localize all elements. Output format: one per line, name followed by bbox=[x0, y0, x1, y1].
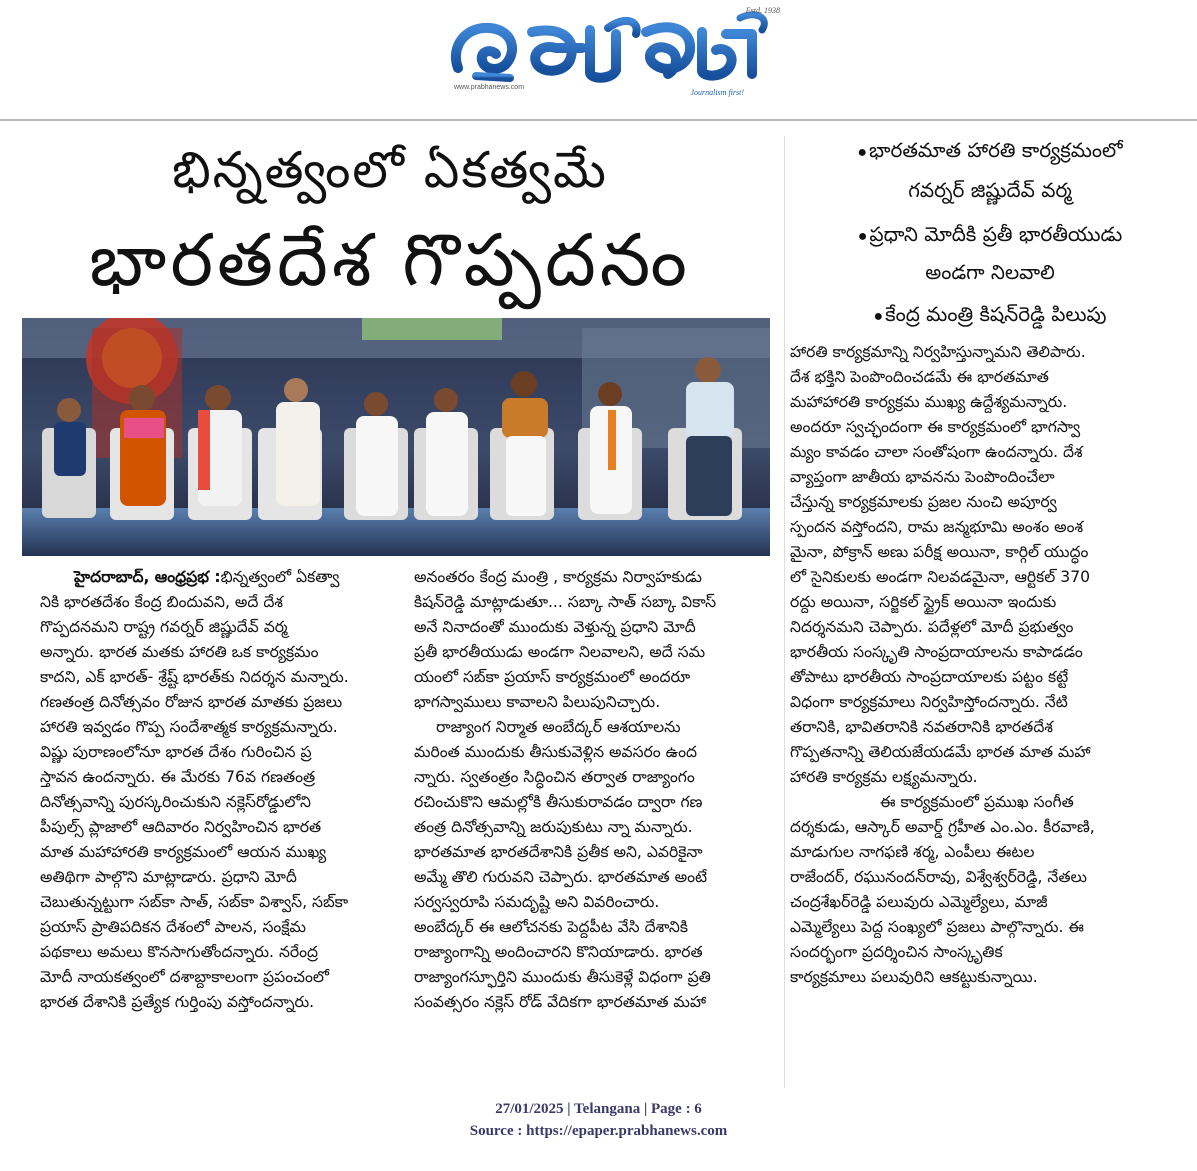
article-line: మోదీ నాయకత్వంలో దశాబ్దాకాలంగా ప్రపంచంలో bbox=[40, 968, 329, 986]
article-line: రాజ్యాంగ నిర్మాత అంబేద్కర్ ఆశయాలను bbox=[436, 718, 681, 736]
logo-estd: Estd. 1938 bbox=[745, 6, 780, 15]
article-line: దేశ భక్తిని పెంపొందించడమే ఈ భారతమాత bbox=[790, 368, 1049, 386]
article-line: ప్రయాస్ ప్రాతిపదికన దేశంలో పాలన, సంక్షేమ bbox=[40, 918, 306, 936]
logo-website[interactable]: www.prabhanews.com bbox=[454, 84, 525, 91]
article-line: గొప్పదనమని రాష్ట్ర గవర్నర్ జిష్ణుదేవ్ వర్మ bbox=[40, 618, 288, 636]
article-line: అమ్మే తొలి గురువని చెప్పారు. భారతమాత అంటే bbox=[414, 868, 708, 886]
article-column-3 bbox=[790, 340, 1190, 990]
article-line: మ్యం కావడం చాలా సంతోషంగా ఉందన్నారు. దేశ bbox=[790, 443, 1083, 461]
page-footer bbox=[0, 1098, 1197, 1142]
article-line: రచించుకొని ఆమల్లోకి తీసుకురావడం ద్వారా గణ bbox=[414, 793, 703, 811]
article-line: భాగస్వాములు కావాలని పిలుపునిచ్చారు. bbox=[414, 693, 661, 711]
article-line: దర్శకుడు, ఆస్కార్ అవార్డ్ గ్రహీత ఎం.ఎం. కీరవాణి, bbox=[790, 818, 1095, 836]
article-line: పీపుల్స్ ప్లాజాలో ఆదివారం నిర్వహించిన భారత bbox=[40, 818, 322, 836]
article-line: చేస్తున్న కార్యక్రమాలకు ప్రజల నుంచి అపూర్వ bbox=[790, 493, 1057, 511]
article-line: అంబేద్కర్ ఈ ఆలోచనకు పెద్దపీట వేసి దేశానికి bbox=[414, 918, 688, 936]
article-line: హారతి ఇవ్వడం గొప్ప సందేశాత్మక కార్యక్రమన్నారు. bbox=[40, 718, 338, 736]
event-photo[interactable] bbox=[22, 318, 770, 556]
masthead-divider bbox=[0, 119, 1197, 121]
article-line: అందరూ స్వచ్ఛందంగా ఈ కార్యక్రమంలో భాగస్వా bbox=[790, 418, 1081, 436]
article-line: భారతీయ సంస్కృతి సాంప్రదాయాలను కాపాడడం bbox=[790, 643, 1083, 661]
highlight-item: ● భారతమాత హారతి కార్యక్రమంలో bbox=[857, 138, 1123, 162]
article-line: తరానికి, భావితరానికి నవతరానికి భారతదేశ bbox=[790, 718, 1053, 736]
article-column-2 bbox=[414, 565, 784, 1015]
footer-source-link[interactable]: Source : https://epaper.prabhanews.com bbox=[469, 1123, 728, 1139]
highlight-item: అండగా నిలవాలి bbox=[925, 260, 1055, 284]
article-line: పథకాలు అమలు కొనసాగుతోందన్నారు. నరేంద్ర bbox=[40, 943, 319, 961]
article-line: భారతమాత భారతదేశానికి ప్రతీక అని, ఎవరికైనా bbox=[414, 843, 703, 861]
article-line: అతిథిగా పాల్గొని మాట్లాడారు. ప్రధాని మోదీ bbox=[40, 868, 297, 886]
article-line: యంలో సబ్‌కా ప్రయాస్ కార్యక్రమంలో అందరూ bbox=[414, 668, 691, 686]
article-line: విధంగా కార్యక్రమాలు నిర్వహిస్తోందన్నారు. నేటి bbox=[790, 693, 1068, 711]
column-divider bbox=[784, 136, 785, 1088]
article-line: ప్రతీ భారతీయుడు అండగా నిలవాలని, అదే సమ bbox=[414, 643, 706, 661]
bullet-icon: ● bbox=[857, 226, 868, 245]
article-line: మాత మహాహారతి కార్యక్రమంలో ఆయన ముఖ్య bbox=[40, 843, 327, 861]
headline-line-2: భారతదేశ గొప్పదనం bbox=[89, 218, 691, 302]
article-line: కిషన్‌రెడ్డి మాట్లాడుతూ... సబ్కా సాత్ సబ్కా వికాస్ bbox=[414, 593, 717, 611]
article-line: దినోత్సవాన్ని పురస్కరించుకుని నక్లెస్‌రోడ్డులోని bbox=[40, 793, 311, 811]
article-line: విష్ణు పురాణంలోనూ భారత దేశం గురించిన ప్ర bbox=[40, 743, 312, 761]
highlight-item: గవర్నర్ జిష్ణుదేవ్ వర్మ bbox=[908, 178, 1072, 202]
article-line: మరింత ముందుకు తీసుకువెళ్లిన అవసరం ఉంద bbox=[414, 743, 698, 761]
article-dateline: హైదరాబాద్, ఆంధ్రప్రభ : bbox=[74, 568, 221, 586]
article-line: మాడుగుల నాగఫణి శర్మ, ఎంపీలు ఈటల bbox=[790, 843, 1035, 861]
article-line: హైదరాబాద్, ఆంధ్రప్రభ :భిన్నత్వంలో ఏకత్వా bbox=[74, 568, 340, 586]
article-line: రాజ్యాంగస్ఫూర్తిని ముందుకు తీసుకెళ్లే విధంగా ప్రతి bbox=[414, 968, 711, 986]
bullet-icon: ● bbox=[873, 306, 884, 325]
article-line: నికి భారతదేశం కేంద్ర బిందువని, అదే దేశ bbox=[40, 593, 283, 611]
article-line: అన్నారు. భారత మతకు హారతి ఒక కార్యక్రమం bbox=[40, 643, 319, 661]
article-line: వ్యాప్తంగా జాతీయ భావనను పెంపొందించేలా bbox=[790, 468, 1055, 486]
article-line: సర్వస్వరూపి సమదృష్టి అని వివరించారు. bbox=[414, 893, 660, 911]
article-line: స్పందన వస్తోందని, రామ జన్మభూమి అంశం అంశ bbox=[790, 518, 1084, 536]
article-line: రాజేందర్, రఘునందన్‌రావు, విశ్వేశ్వర్‌రెడ్డి, నేతలు bbox=[790, 868, 1087, 886]
article-line: లో సైనికులకు అండగా నిలవడమైనా, ఆర్టికల్ 370 bbox=[790, 568, 1091, 586]
article-line: రద్దు అయినా, సర్జికల్ స్ట్రైక్ అయినా ఇందుకు bbox=[790, 593, 1057, 611]
article-line: హారతి కార్యక్రమ లక్ష్యమన్నారు. bbox=[790, 768, 978, 786]
logo-tagline: Journalism first! bbox=[690, 88, 744, 97]
article-line: గొప్పతనాన్ని తెలియజేయడమే భారత మాత మహా bbox=[790, 743, 1091, 761]
article-line: కాదని, ఎక్ భారత్- శ్రేష్ట్ భారత్‌కు నిదర్శన మన్నారు. bbox=[40, 668, 349, 686]
article-line: స్తావన ఉందన్నారు. ఈ మేరకు 76వ గణతంత్ర bbox=[40, 768, 316, 786]
article-line: తంత్ర దినోత్సవాన్ని జరుపుకుటు న్నా మన్నారు. bbox=[414, 818, 693, 836]
headline-line-1: భిన్నత్వంలో ఏకత్వమే bbox=[172, 141, 608, 199]
article-line: గణతంత్ర దినోత్సవం రోజున భారత మాతకు ప్రజలు bbox=[40, 693, 343, 711]
article-line: మహాహారతి కార్యక్రమ ముఖ్య ఉద్దేశ్యమన్నారు. bbox=[790, 393, 1068, 411]
masthead bbox=[0, 0, 1197, 120]
article-line: భారత దేశానికి ప్రత్యేక గుర్తింపు వస్తోందన్నారు. bbox=[40, 993, 315, 1011]
bullet-icon: ● bbox=[857, 142, 868, 161]
article-line: మైనా, పోక్రాన్ అణు పరీక్ష అయినా, కార్గిల్ యుద్ధం bbox=[790, 543, 1089, 561]
article-line: తోపాటు భారతీయ సాంప్రదాయాలకు పట్టం కట్టే bbox=[790, 668, 1069, 686]
article-line: చెబుతున్నట్టుగా సబ్‌కా సాత్, సబ్‌కా విశ్వాస్, సబ్‌కా bbox=[40, 893, 349, 911]
article-line: హారతి కార్యక్రమాన్ని నిర్వహిస్తున్నామని తెలిపారు. bbox=[790, 343, 1086, 361]
article-line: నిదర్శనమని చెప్పారు. పదేళ్లలో మోదీ ప్రభుత్వం bbox=[790, 618, 1074, 636]
highlight-item: ● ప్రధాని మోదీకి ప్రతీ భారతీయుడు bbox=[857, 222, 1123, 246]
article-line: సందర్భంగా ప్రదర్శించిన సాంస్కృతిక bbox=[790, 943, 1003, 961]
article-line: ఎమ్మెల్యేలు పెద్ద సంఖ్యలో ప్రజలు పాల్గొన్నారు. ఈ bbox=[790, 918, 1084, 936]
article-line: న్నారు. స్వతంత్రం సిద్ధించిన తర్వాత రాజ్యాంగం bbox=[414, 768, 695, 786]
article-line: రాజ్యాంగాన్ని అందించారని కొనియాడారు. భారత bbox=[414, 943, 703, 961]
event-photo-image bbox=[22, 318, 770, 556]
highlight-item: ● కేంద్ర మంత్రి కిషన్‌రెడ్డి పిలుపు bbox=[873, 302, 1107, 326]
article-line: చంద్రశేఖర్‌రెడ్డి పలువురు ఎమ్మెల్యేలు, మాజీ bbox=[790, 893, 1048, 911]
article-line: ఈ కార్యక్రమంలో ప్రముఖ సంగీత bbox=[880, 793, 1074, 811]
article-column-1 bbox=[40, 565, 410, 1015]
newspaper-logo[interactable] bbox=[440, 8, 780, 104]
article-line: అనే నినాదంతో ముందుకు వెళ్తున్న ప్రధాని మోదీ bbox=[414, 618, 696, 636]
article-line: అనంతరం కేంద్ర మంత్రి , కార్యక్రమ నిర్వాహకుడు bbox=[414, 568, 702, 586]
article-line: సంవత్సరం నక్లెస్ రోడ్ వేదికగా భారతమాత మహా bbox=[414, 993, 707, 1011]
footer-date-edition: 27/01/2025 | Telangana | Page : 6 bbox=[495, 1101, 702, 1117]
article-line: కార్యక్రమాలు పలువురిని ఆకట్టుకున్నాయి. bbox=[790, 968, 1038, 986]
